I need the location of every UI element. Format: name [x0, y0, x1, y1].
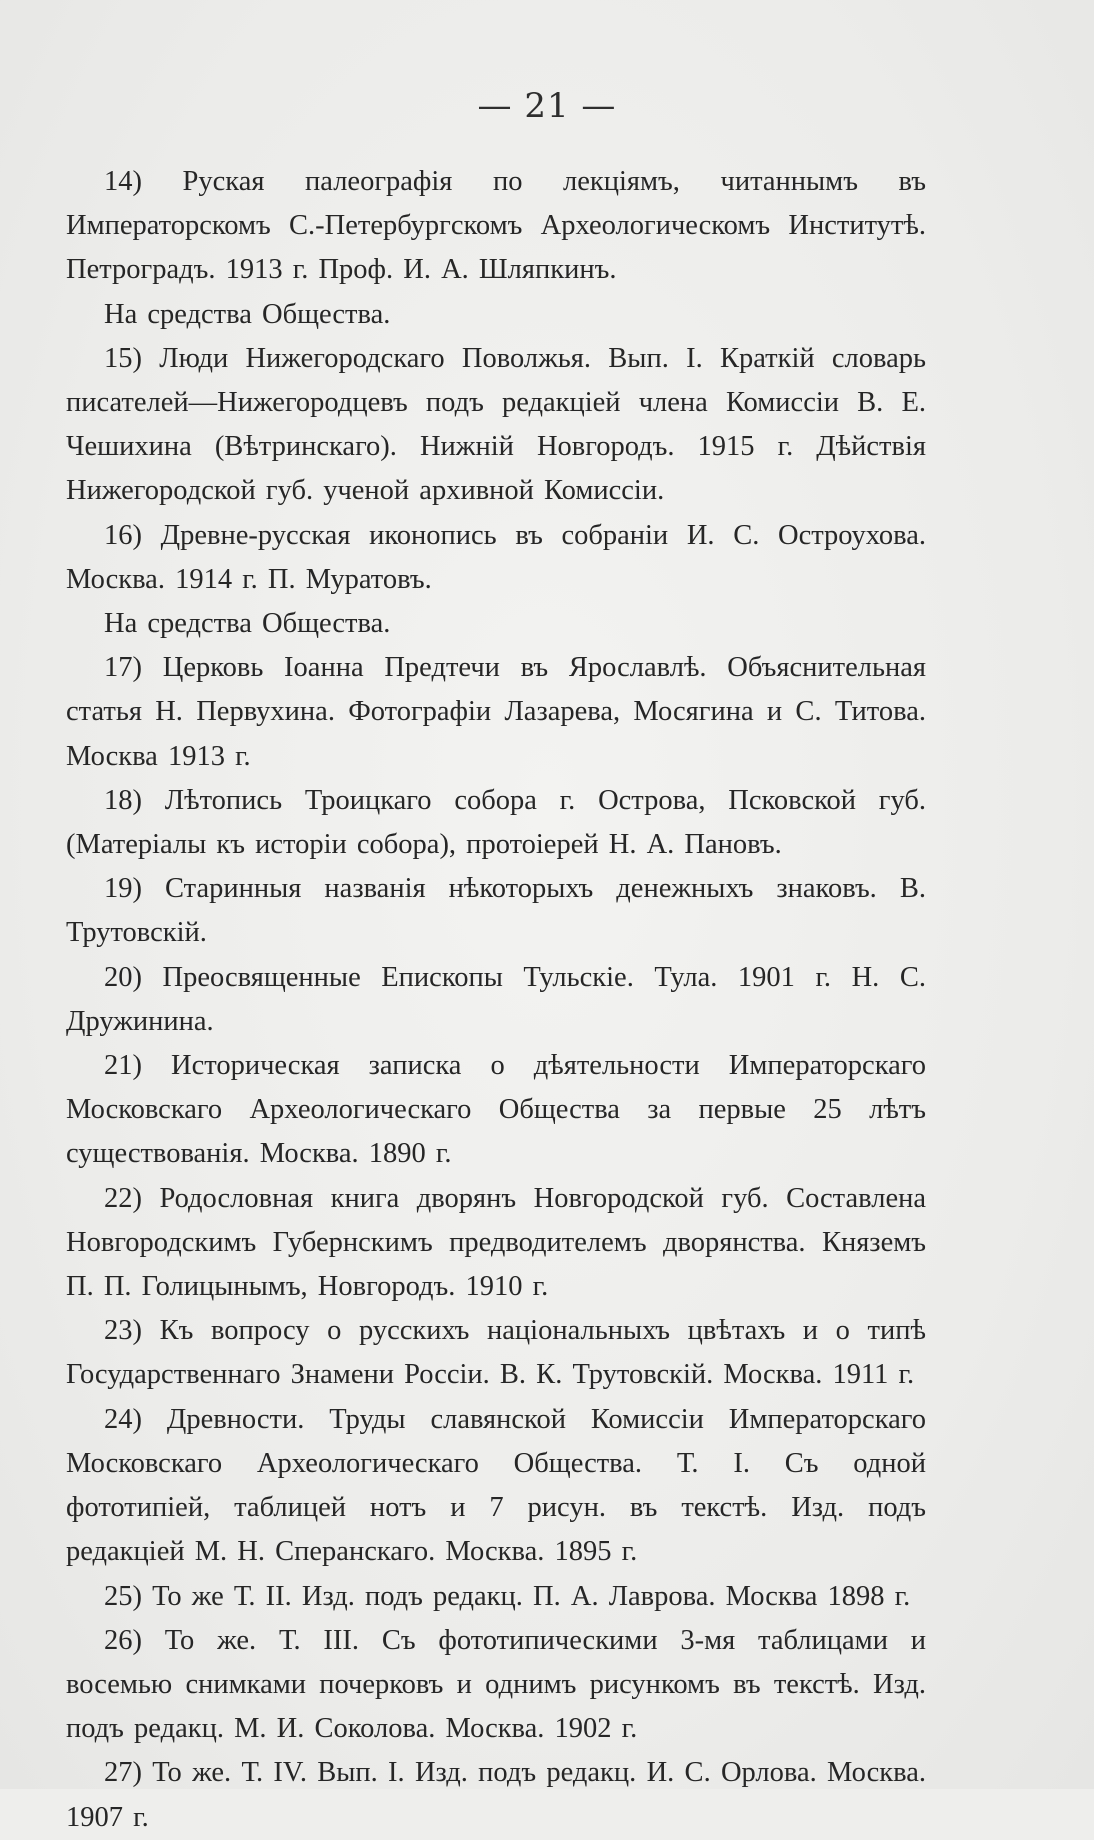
list-item: 19) Старинныя названія нѣкоторыхъ денежныхъ знаковъ. В. Трутовскій. — [66, 873, 926, 949]
list-item: 25) То же Т. II. Изд. подъ редакц. П. А. Лаврова. Москва 1898 г. — [104, 1580, 911, 1612]
bibliography-list — [66, 160, 926, 1840]
list-item: 21) Историческая записка о дѣятельности Императорскаго Московскаго Археологическаго Общества за первые 25 лѣтъ существованія. Москва. 1890 г. — [66, 1050, 926, 1170]
list-item: 15) Люди Нижегородскаго Поволжья. Вып. I. Краткій словарь писателей—Нижегородцевъ подъ редакціей члена Комиссіи В. Е. Чешихина (Вѣтринскаго). Нижній Новгородъ. 1915 г. Дѣйствія Нижегородской губ. ученой архивной Комиссіи. — [66, 342, 926, 507]
list-item: 23) Къ вопросу о русскихъ національныхъ цвѣтахъ и о типѣ Государственнаго Знамени Россіи. В. К. Трутовскій. Москва. 1911 г. — [66, 1315, 926, 1391]
list-item: 14) Руская палеографія по лекціямъ, читаннымъ въ Императорскомъ С.-Петербургскомъ Археологическомъ Институтѣ. Петроградъ. 1913 г. Проф. И. А. Шляпкинъ. — [66, 166, 926, 286]
list-item: 26) То же. Т. III. Съ фототипическими 3-мя таблицами и восемью снимками почерковъ и однимъ рисункомъ въ текстѣ. Изд. подъ редакц. М. И. Соколова. Москва. 1902 г. — [66, 1624, 926, 1745]
list-item: 24) Древности. Труды славянской Комиссіи Императорскаго Московскаго Археологическаго Общества. Т. I. Съ одной фототипіей, таблицей нотъ и 7 рисун. въ текстѣ. Изд. подъ редакціей М. Н. Сперанскаго. Москва. 1895 г. — [66, 1403, 926, 1568]
list-item: 22) Родословная книга дворянъ Новгородской губ. Составлена Новгородскимъ Губернскимъ предводителемъ дворянства. Княземъ П. П. Голицынымъ, Новгородъ. 1910 г. — [66, 1182, 926, 1303]
funding-note: На средства Общества. — [104, 298, 391, 330]
list-item: 20) Преосвященные Епископы Тульскіе. Тула. 1901 г. Н. С. Дружинина. — [66, 961, 926, 1037]
list-item: 17) Церковь Іоанна Предтечи въ Ярославлѣ. Объяснительная статья Н. Первухина. Фотографіи Лазарева, Мосягина и С. Титова. Москва 1913 г. — [66, 652, 926, 772]
list-item: 27) То же. Т. IV. Вып. I. Изд. подъ редакц. И. С. Орлова. Москва. 1907 г. — [66, 1757, 926, 1833]
list-item: 16) Древне-русская иконопись въ собраніи И. С. Остроухова. Москва. 1914 г. П. Муратовъ. — [66, 519, 926, 595]
funding-note: На средства Общества. — [104, 608, 391, 640]
list-item: 18) Лѣтопись Троицкаго собора г. Острова, Псковской губ. (Матеріалы къ исторіи собора), протоіерей Н. А. Пановъ. — [66, 784, 926, 861]
page-number: — 21 — — [477, 86, 617, 126]
